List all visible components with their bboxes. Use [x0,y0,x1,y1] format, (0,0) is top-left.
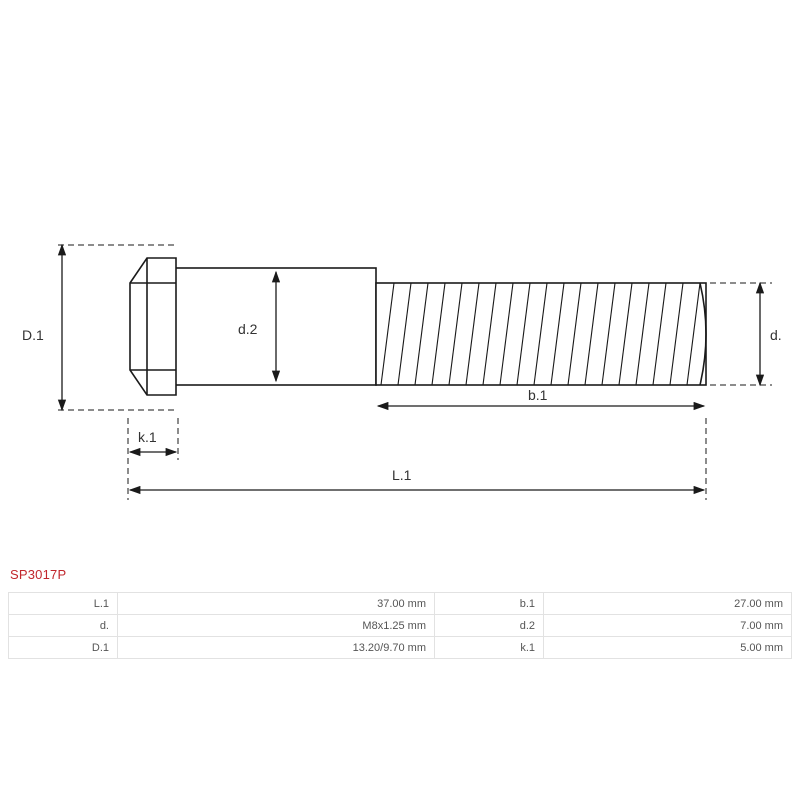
spec-label-d: d. [9,615,118,637]
spec-value-l1: 37.00 mm [118,593,435,615]
dimension-k1 [130,429,176,452]
spec-label-l1: L.1 [9,593,118,615]
dimension-label-b1: b.1 [528,387,548,403]
table-row [9,593,792,615]
dimension-L1 [130,467,704,490]
bolt-hex-head [130,258,176,395]
spec-value-D1: 13.20/9.70 mm [118,637,435,659]
dimension-d [760,283,782,385]
spec-label-D1: D.1 [9,637,118,659]
dimension-label-L1: L.1 [392,467,412,483]
spec-label-b1: b.1 [435,593,544,615]
spec-label-k1: k.1 [435,637,544,659]
spec-value-b1: 27.00 mm [544,593,792,615]
dimension-label-d2: d.2 [238,321,258,337]
part-code: SP3017P [10,567,67,582]
table-row [9,615,792,637]
table-row [9,637,792,659]
dimension-label-D1: D.1 [22,327,44,343]
dimension-b1 [378,387,704,406]
dimension-D1 [22,245,62,410]
dimension-label-d: d. [770,327,782,343]
bolt-shank [172,268,376,385]
spec-value-k1: 5.00 mm [544,637,792,659]
spec-value-d2: 7.00 mm [544,615,792,637]
spec-label-d2: d.2 [435,615,544,637]
dimension-label-k1: k.1 [138,429,157,445]
specifications-table [8,592,792,659]
spec-value-d: M8x1.25 mm [118,615,435,637]
